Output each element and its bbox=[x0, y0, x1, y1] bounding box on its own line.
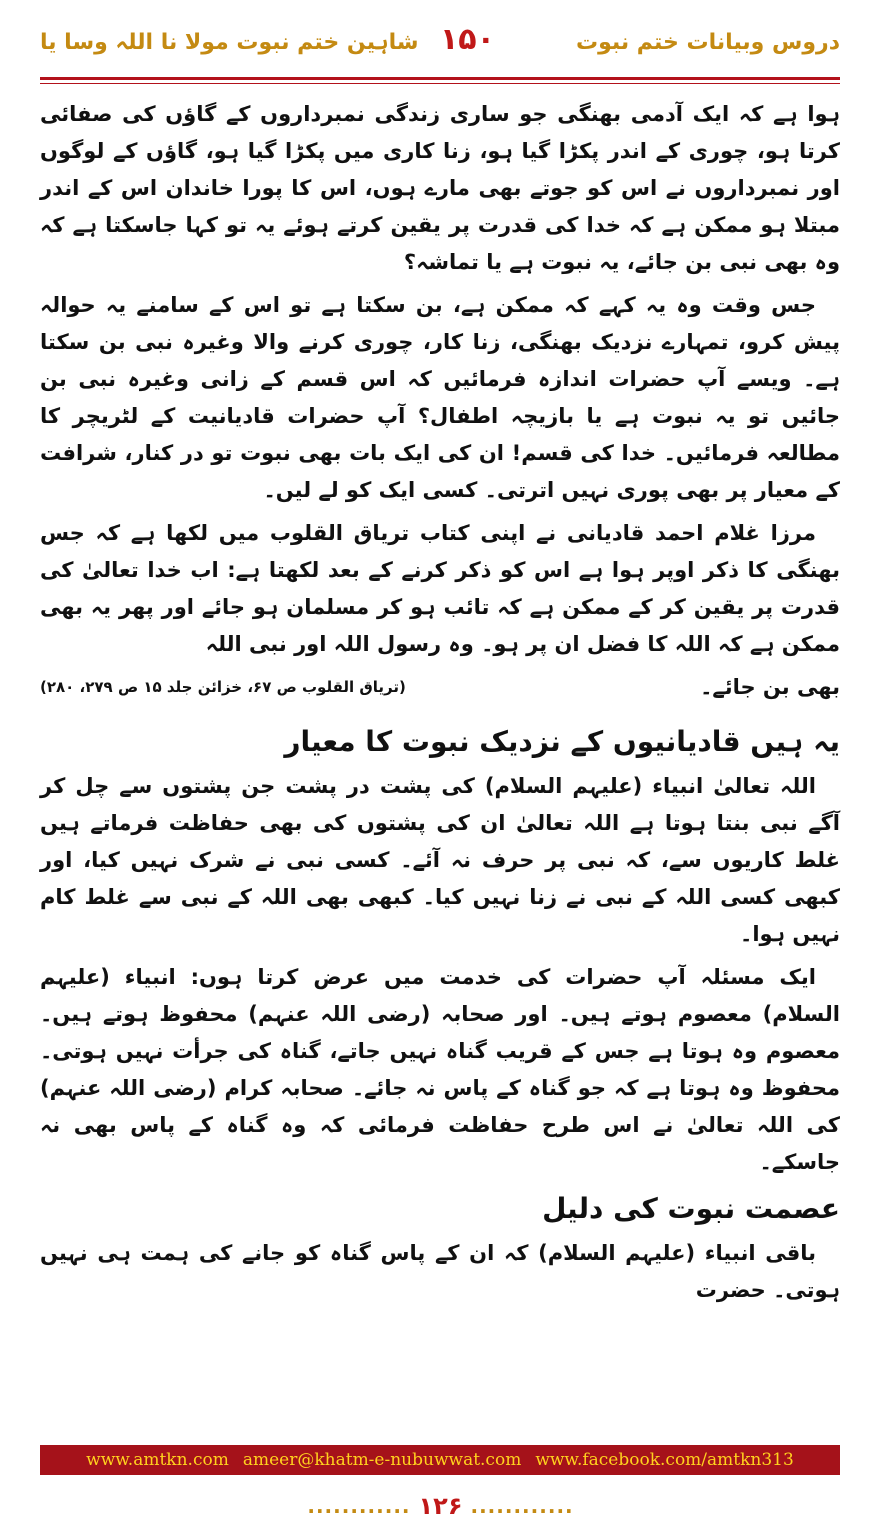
dots-right: ............ bbox=[470, 1494, 574, 1518]
paragraph: باقی انبیاء (علیہم السلام) کہ ان کے پاس گناہ کو جانے کی ہمت ہی نہیں ہوتی۔ حضرت bbox=[40, 1241, 840, 1302]
facebook-link[interactable]: www.facebook.com/amtkn313 bbox=[535, 1450, 794, 1470]
page-footer bbox=[0, 1488, 881, 1524]
paragraph-end: بھی بن جائے۔ bbox=[700, 675, 840, 699]
page-header bbox=[40, 24, 840, 68]
reference-line bbox=[40, 669, 840, 706]
paragraph: جس وقت وہ یہ کہے کہ ممکن ہے، بن سکتا ہے تو اس کے سامنے یہ حوالہ پیش کرو، تمہارے نزدیک بھنگی، زنا کار، چوری کرنے والا وغیرہ نبی بن سکتا ہے۔ ویسے آپ حضرات اندازہ فرمائیں کہ اس قسم کے زانی وغیرہ نبی بن جائیں تو یہ نبوت ہے یا بازیچہ اطفال؟ آپ حضرات قادیانیت کے لٹریچر کا مطالعہ فرمائیں۔ خدا کی قسم! ان کی ایک بات بھی نبوت تو در کنار، شرافت کے معیار پر بھی پوری نہیں اترتی۔ کسی ایک کو لے لیں۔ bbox=[40, 293, 840, 502]
header-divider bbox=[40, 77, 840, 80]
paragraph: اللہ تعالیٰ انبیاء (علیہم السلام) کی پشت در پشت جن پشتوں سے چل کر آگے نبی بنتا ہوتا ہے اللہ تعالیٰ ان کی پشتوں کی بھی حفاظت فرماتے ہیں غلط کاریوں سے، کہ نبی پر حرف نہ آئے۔ کسی نبی نے شرک نہیں کیا، اور کبھی کسی اللہ کے نبی نے زنا نہیں کیا۔ کبھی بھی اللہ کے نبی سے غلط کام نہیں ہوا۔ bbox=[40, 774, 840, 946]
book-title: دروس وبیانات ختم نبوت bbox=[576, 30, 840, 55]
series-title: شاہین ختم نبوت مولا نا اللہ وسا یا bbox=[40, 30, 419, 55]
original-page-number: ۱۵۰ bbox=[440, 22, 495, 57]
website-link[interactable]: www.amtkn.com bbox=[86, 1450, 229, 1470]
section-heading: عصمت نبوت کی دلیل bbox=[542, 1192, 840, 1225]
dots-left: ............ bbox=[307, 1494, 411, 1518]
footer-links-bar bbox=[40, 1445, 840, 1475]
page-content bbox=[40, 96, 840, 1315]
paragraph: ایک مسئلہ آپ حضرات کی خدمت میں عرض کرتا ہوں: انبیاء (علیہم السلام) معصوم ہوتے ہیں۔ اور صحابہ (رضی اللہ عنہم) محفوظ ہوتے ہیں۔ معصوم وہ ہوتا ہے جس کے قریب گناہ نہیں جاتے، گناہ کی جرأت نہیں ہوتی۔ محفوظ وہ ہوتا ہے کہ جو گناہ کے پاس نہ جائے۔ صحابہ کرام (رضی اللہ عنہم) کی اللہ تعالیٰ نے اس طرح حفاظت فرمائی کہ وہ گناہ کے پاس بھی نہ جاسکے۔ bbox=[40, 965, 840, 1174]
paragraph: ہوا ہے کہ ایک آدمی بھنگی جو ساری زندگی نمبرداروں کے گاؤں کی صفائی کرتا ہو، چوری کے اندر پکڑا گیا ہو، زنا کاری میں پکڑا گیا ہو، گاؤں کے لوگوں اور نمبرداروں نے اس کو جوتے بھی مارے ہوں، اس کا پورا خاندان اس کے اندر مبتلا ہو ممکن ہے کہ خدا کی قدرت پر یقین کرتے ہوئے یہ تو کہا جاسکتا ہے کہ وہ بھی نبی بن جائے، یہ نبوت ہے یا تماشہ؟ bbox=[40, 102, 840, 274]
header-divider-thin bbox=[40, 83, 840, 84]
citation: (تریاق القلوب ص ۶۷، خزائن جلد ۱۵ ص ۲۷۹، ۲۸۰) bbox=[40, 678, 406, 696]
page-number: ۱۲۶ bbox=[418, 1492, 463, 1520]
paragraph: مرزا غلام احمد قادیانی نے اپنی کتاب تریاق القلوب میں لکھا ہے کہ جس بھنگی کا ذکر اوپر ہوا ہے اس کو ذکر کرنے کے بعد لکھتا ہے: اب خدا تعالیٰ کی قدرت پر یقین کر کے ممکن ہے کہ تائب ہو کر مسلمان ہو جائے اور پھر یہ بھی ممکن ہے کہ اللہ کا فضل ان پر ہو۔ وہ رسول اللہ اور نبی اللہ bbox=[40, 521, 840, 656]
email-link[interactable]: ameer@khatm-e-nubuwwat.com bbox=[242, 1450, 522, 1470]
section-heading: یہ ہیں قادیانیوں کے نزدیک نبوت کا معیار bbox=[284, 725, 840, 758]
